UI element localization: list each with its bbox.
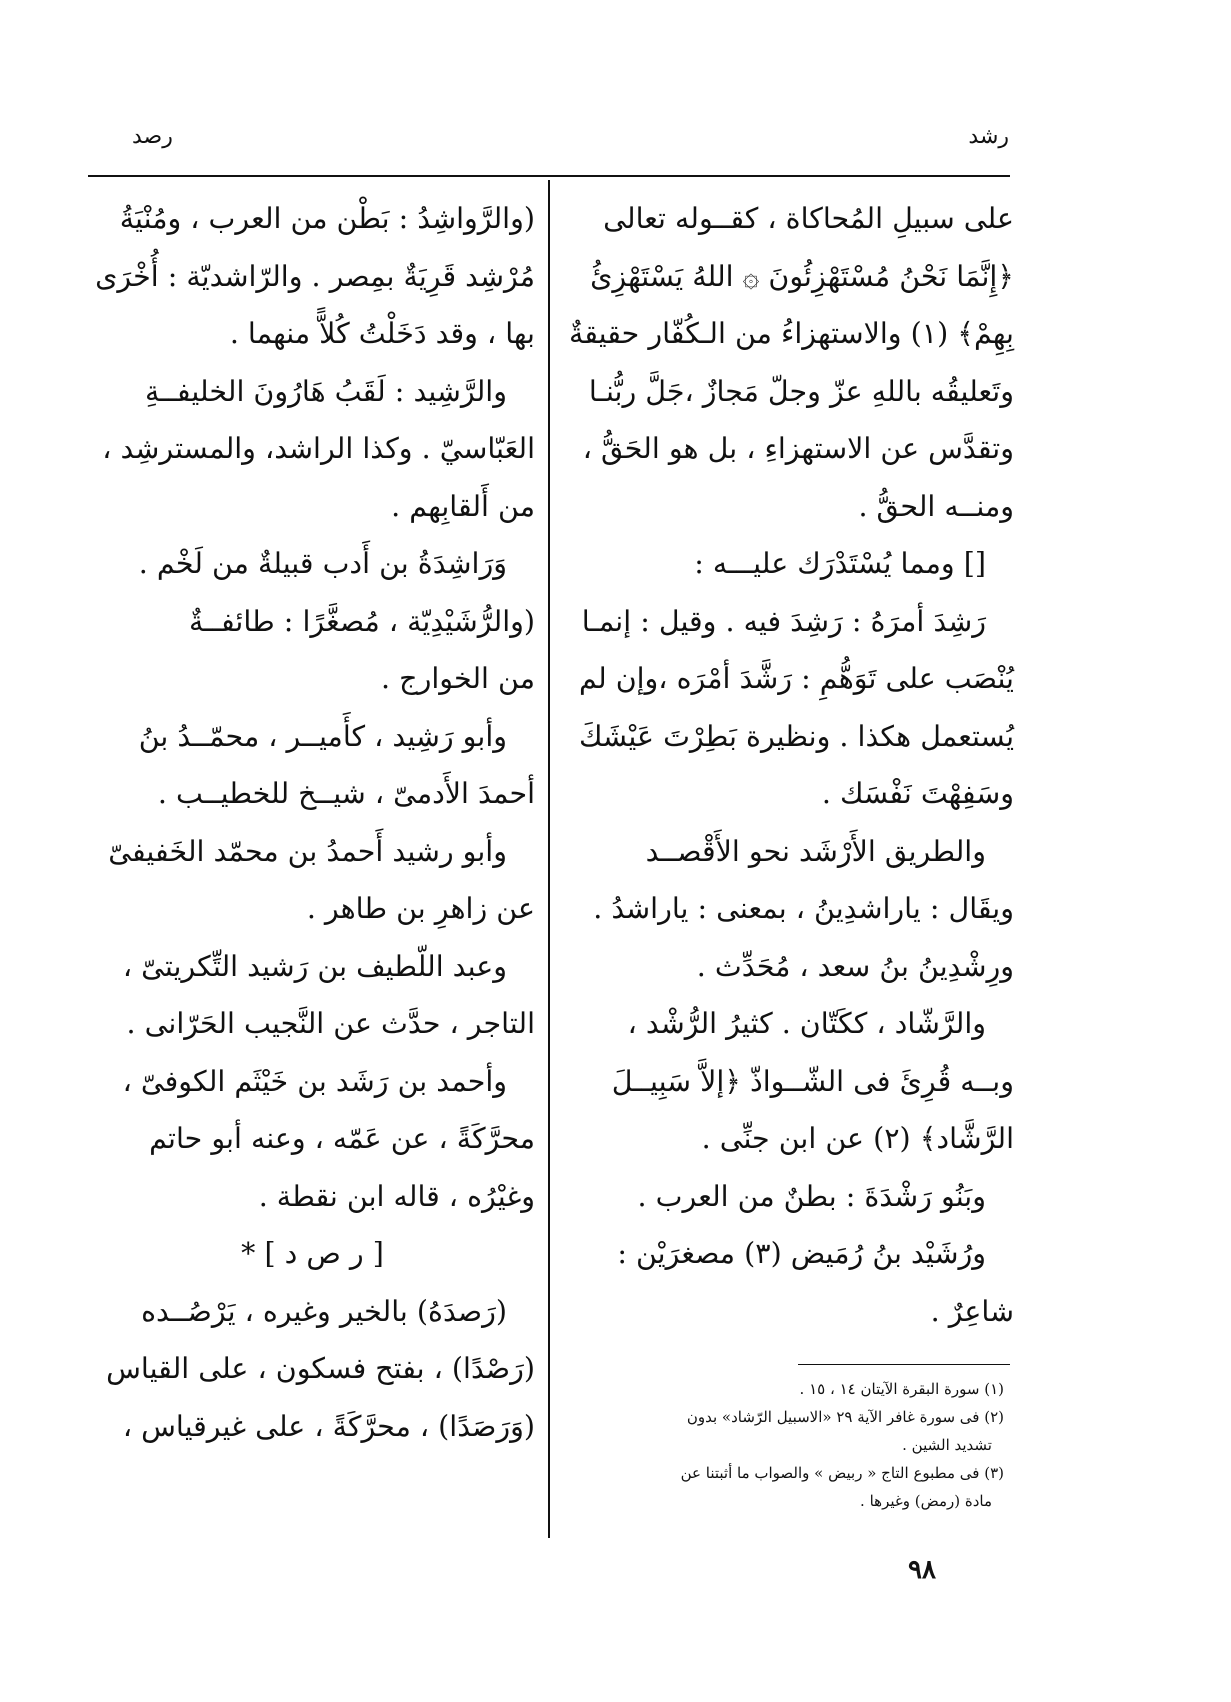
footnote-3: (٣) فى مطبوع التاج « ربيض » والصواب ما أثبتنا عن [680,1464,1004,1482]
column-divider [548,180,550,1538]
text-line: وغيْرُه ، قاله ابن نقطة . [258,1179,535,1213]
text-line: (والرَّواشِدُ : بَطْن من العرب ، ومُنْيَةُ [119,202,535,235]
text-line: (والرُّشَيْدِيّة ، مُصغَّرًا : طائفــةٌ [189,604,535,638]
text-line: ﴿إِنَّمَا نَحْنُ مُسْتَهْزِئُونَ ۞ اللهُ يَسْتَهْزِئُ [590,259,1014,293]
text-line: وسَفِهْتَ نَفْسَك . [821,777,1014,810]
text-line: شاعِرٌ . [930,1294,1014,1328]
text-line: ويقَال : ياراشدِينُ ، بمعنى : ياراشدُ . [593,892,1014,925]
text-line: من الخوارج . [381,662,535,695]
text-line: (وَرَصَدًا) ، محرَّكَةً ، على غيرقياس ، [122,1409,535,1443]
text-line: الرَّشَّاد﴾ (٢) عن ابن جنِّى . [701,1122,1014,1155]
text-line: على سبيلِ المُحاكاة ، كقــوله تعالى [603,202,1014,235]
text-line: وعبد اللّطيف بن رَشيد التِّكريتىّ ، [122,949,507,983]
text-line: والرَّشِيد : لَقَبُ هَارُونَ الخليفــةِ [144,374,507,408]
text-line: محرَّكَةً ، عن عَمّه ، وعنه أبو حاتم [149,1122,535,1155]
text-line: رَشِدَ أمرَهُ : رَشِدَ فيه . وقيل : إنمـا [581,604,986,638]
running-head-left: رصد [132,124,173,149]
text-line: ومنــه الحقُّ . [858,489,1014,523]
text-line: بها ، وقد دَخَلْتُ كُلاًّ منهما . [229,317,535,350]
text-line: ورِشْدِينُ بنُ سعد ، مُحَدِّث . [696,949,1014,983]
footnote-2: (٢) فى سورة غافر الآية ٢٩ «الاسبيل الرّشاد» بدون [686,1408,1004,1426]
text-line: من أَلقابِهم . [391,489,535,523]
text-line: وَرَاشِدَةُ بن أَدب قبيلةٌ من لَخْم . [138,547,507,580]
text-line: وأبو رَشِيد ، كأَميــر ، محمّــدُ بنُ [138,719,507,753]
text-line: (رَصْدًا) ، بفتح فسكون ، على القياس [106,1352,535,1385]
text-line: يُستعمل هكذا . ونظيرة بَطِرْتَ عَيْشَكَ [578,719,1014,753]
footnote-1: (١) سورة البقرة الآيتان ١٤ ، ١٥ . [799,1380,1004,1398]
text-line: وتقدَّس عن الاستهزاءِ ، بل هو الحَقُّ ، [582,432,1014,465]
page-number: ٩٨ [908,1555,936,1585]
text-line: العَبّاسيّ . وكذا الراشد، والمسترشِد ، [102,432,535,465]
text-line: وبــه قُرِئَ فى الشّــواذّ ﴿إلاَّ سَبِيــلَ [611,1064,1014,1098]
text-line: (رَصدَهُ) بالخير وغيره ، يَرْصُــده [141,1294,507,1328]
text-line: والرَّشّاد ، ككَتّان . كثيرُ الرُّشْد ، [627,1007,986,1040]
mustadrak-heading: [] ومما يُسْتَدْرَك عليـــه : [694,547,986,580]
text-line: أحمدَ الأَدمىّ ، شيــخ للخطيــب . [157,777,535,810]
footnotes [582,1375,1004,1515]
left-column [90,190,535,1455]
entry-heading: [ ر ص د ] * [241,1237,384,1270]
text-line: بِهِمْ﴾ (١) والاستهزاءُ من الـكُفّار حقيقةٌ [568,317,1014,350]
footnote-3-cont: مادة (رمض) وغيرها . [860,1492,992,1510]
text-line: وأبو رشيد أَحمدُ بن محمّد الخَفيفىّ [108,834,507,868]
text-line: يُنْصَب على تَوَهُّمِ : رَشَّدَ أمْرَه ،وإن لم [578,662,1014,695]
text-line: وبَنُو رَشْدَةَ : بطنٌ من العرب . [637,1179,986,1213]
text-line: مُرْشِد قَرِيَةٌ بمِصر . والرّاشديّة : أُخْرَى [95,259,535,293]
text-line: وتَعليقُه باللهِ عزّ وجلّ مَجازٌ ،جَلَّ ربُّنـا [588,374,1014,408]
text-line: التاجر ، حدَّث عن النَّجيب الحَرّانى . [126,1007,535,1040]
text-line: والطريق الأَرْشَد نحو الأَقْصــد [645,834,986,868]
text-line: وأحمد بن رَشَد بن خَيْثَم الكوفىّ ، [122,1064,507,1098]
right-column [569,190,1014,1340]
text-line: ورُشَيْد بنُ رُمَيض (٣) مصغرَيْن : [617,1237,986,1270]
text-line: عن زاهرِ بن طاهر . [306,892,535,925]
running-head-right: رشد [968,124,1009,149]
header-rule [88,175,1010,177]
footnote-2-cont: تشديد الشين . [902,1436,992,1454]
footnote-rule [798,1364,1010,1365]
